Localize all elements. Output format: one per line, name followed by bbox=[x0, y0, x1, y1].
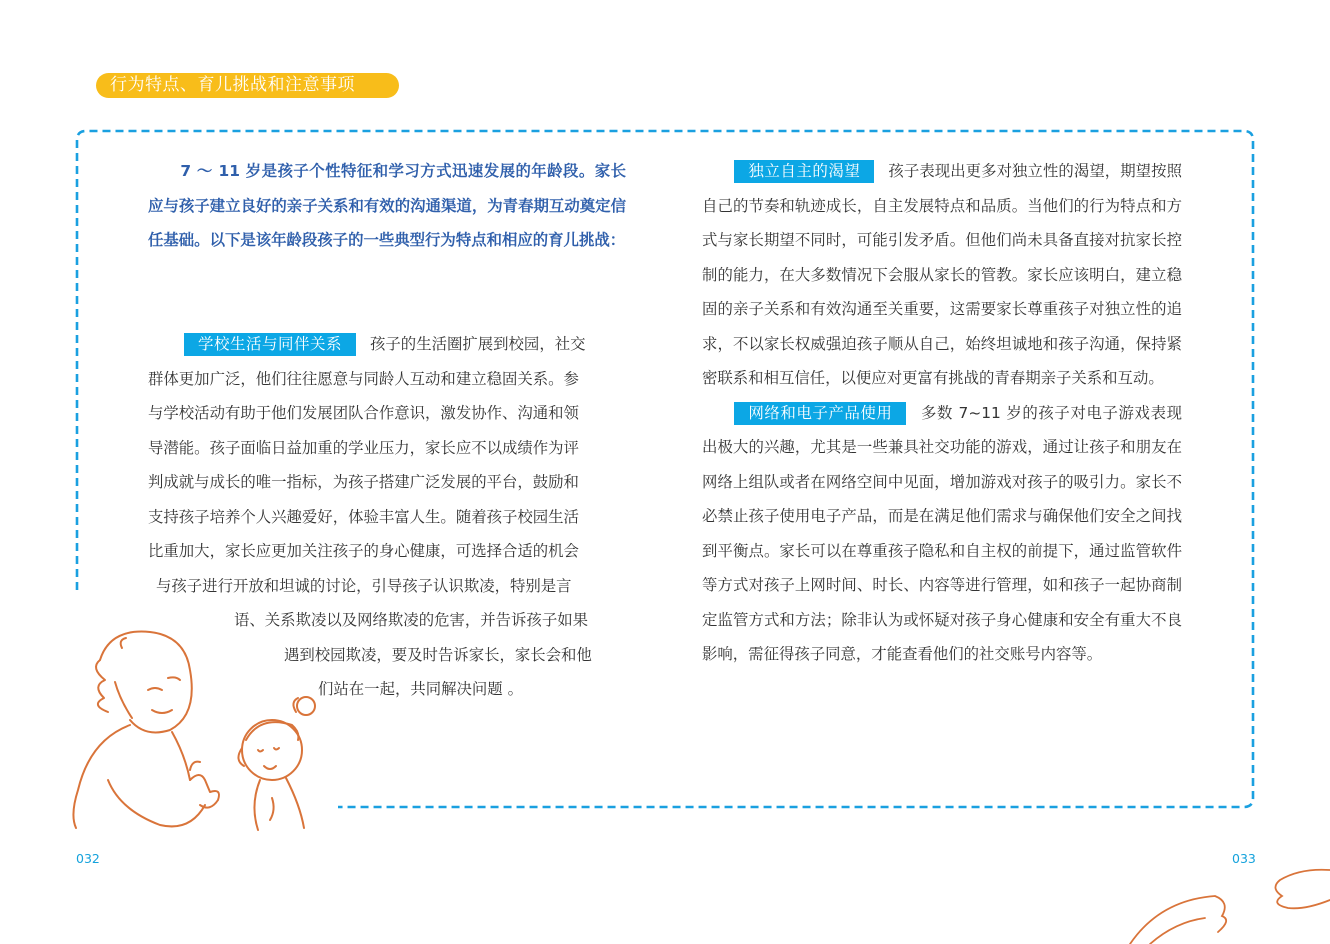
independence-paragraph bbox=[702, 154, 1182, 396]
school-life-line: 遇到校园欺凌，要及时告诉家长，家长会和他 bbox=[284, 645, 592, 664]
internet-paragraph bbox=[702, 396, 1182, 672]
school-life-line: 比重加大，家长应更加关注孩子的身心健康，可选择合适的机会 bbox=[148, 542, 579, 560]
page-number-right: 033 bbox=[1232, 851, 1256, 866]
right-column bbox=[702, 154, 1182, 672]
school-life-line: 与学校活动有助于他们发展团队合作意识，激发协作、沟通和领 bbox=[148, 404, 579, 422]
school-life-line: 语、关系欺凌以及网络欺凌的危害，并告诉孩子如果 bbox=[234, 611, 588, 629]
school-life-line: 群体更加广泛，他们往往愿意与同龄人互动和建立稳固关系。参 bbox=[148, 369, 579, 388]
intro-paragraph bbox=[148, 154, 626, 258]
school-life-line: 判成就与成长的唯一指标，为孩子搭建广泛发展的平台，鼓励和 bbox=[148, 473, 579, 491]
internet-text: 多数 7~11 岁的孩子对电子游戏表现出极大的兴趣，尤其是一些兼具社交功能的游戏，通过让孩子和朋友在网络上组队或者在网络空间中见面，增加游戏对孩子的吸引力。家长不必禁止孩子使用电子产品，而是在满足他们需求与确保他们安全之间找到平衡点。家长可以在尊重孩子隐私和自主权的前提下，通过监管软件等方式对孩子上网时间、时长、内容等进行管理，如和孩子一起协商制定监管方式和方法；除非认为或怀疑对孩子身心健康和安全有重大不良影响，需征得孩子同意，才能查看他们的社交账号内容等。 bbox=[702, 403, 1182, 663]
independence-tag: 独立自主的渴望 bbox=[734, 160, 874, 183]
school-life-line: 导潜能。孩子面临日益加重的学业压力，家长应不以成绩作为评 bbox=[148, 438, 579, 457]
school-life-line: 与孩子进行开放和坦诚的讨论，引导孩子认识欺凌，特别是言 bbox=[156, 576, 572, 595]
page-number-left: 032 bbox=[76, 851, 100, 866]
independence-text: 孩子表现出更多对独立性的渴望，期望按照自己的节奏和轨迹成长，自主发展特点和品质。当他们的行为特点和方式与家长期望不同时，可能引发矛盾。但他们尚未具备直接对抗家长控制的能力，在大多数情况下会服从家长的管教。家长应该明白，建立稳固的亲子关系和有效沟通至关重要，这需要家长尊重孩子对独立性的追求，不以家长权威强迫孩子顺从自己，始终坦诚地和孩子沟通，保持紧密联系和相互信任，以便应对更富有挑战的青春期亲子关系和互动。 bbox=[702, 162, 1182, 387]
hands-sketch-icon bbox=[1120, 860, 1330, 944]
school-life-line: 孩子的生活圈扩展到校园，社交 bbox=[370, 335, 586, 353]
school-life-tag: 学校生活与同伴关系 bbox=[184, 333, 356, 356]
school-life-line: 支持孩子培养个人兴趣爱好，体验丰富人生。随着孩子校园生活 bbox=[148, 507, 579, 526]
father-daughter-illustration bbox=[60, 620, 340, 840]
internet-tag: 网络和电子产品使用 bbox=[734, 402, 906, 425]
section-title: 行为特点、育儿挑战和注意事项 bbox=[96, 73, 399, 98]
school-life-line: 们站在一起，共同解决问题 。 bbox=[318, 680, 523, 698]
intro-text: 7 ～ 11 岁是孩子个性特征和学习方式迅速发展的年龄段。家长应与孩子建立良好的亲子关系和有效的沟通渠道，为青春期互动奠定信任基础。以下是该年龄段孩子的一些典型行为特点和相应的育儿挑战： bbox=[148, 162, 626, 249]
